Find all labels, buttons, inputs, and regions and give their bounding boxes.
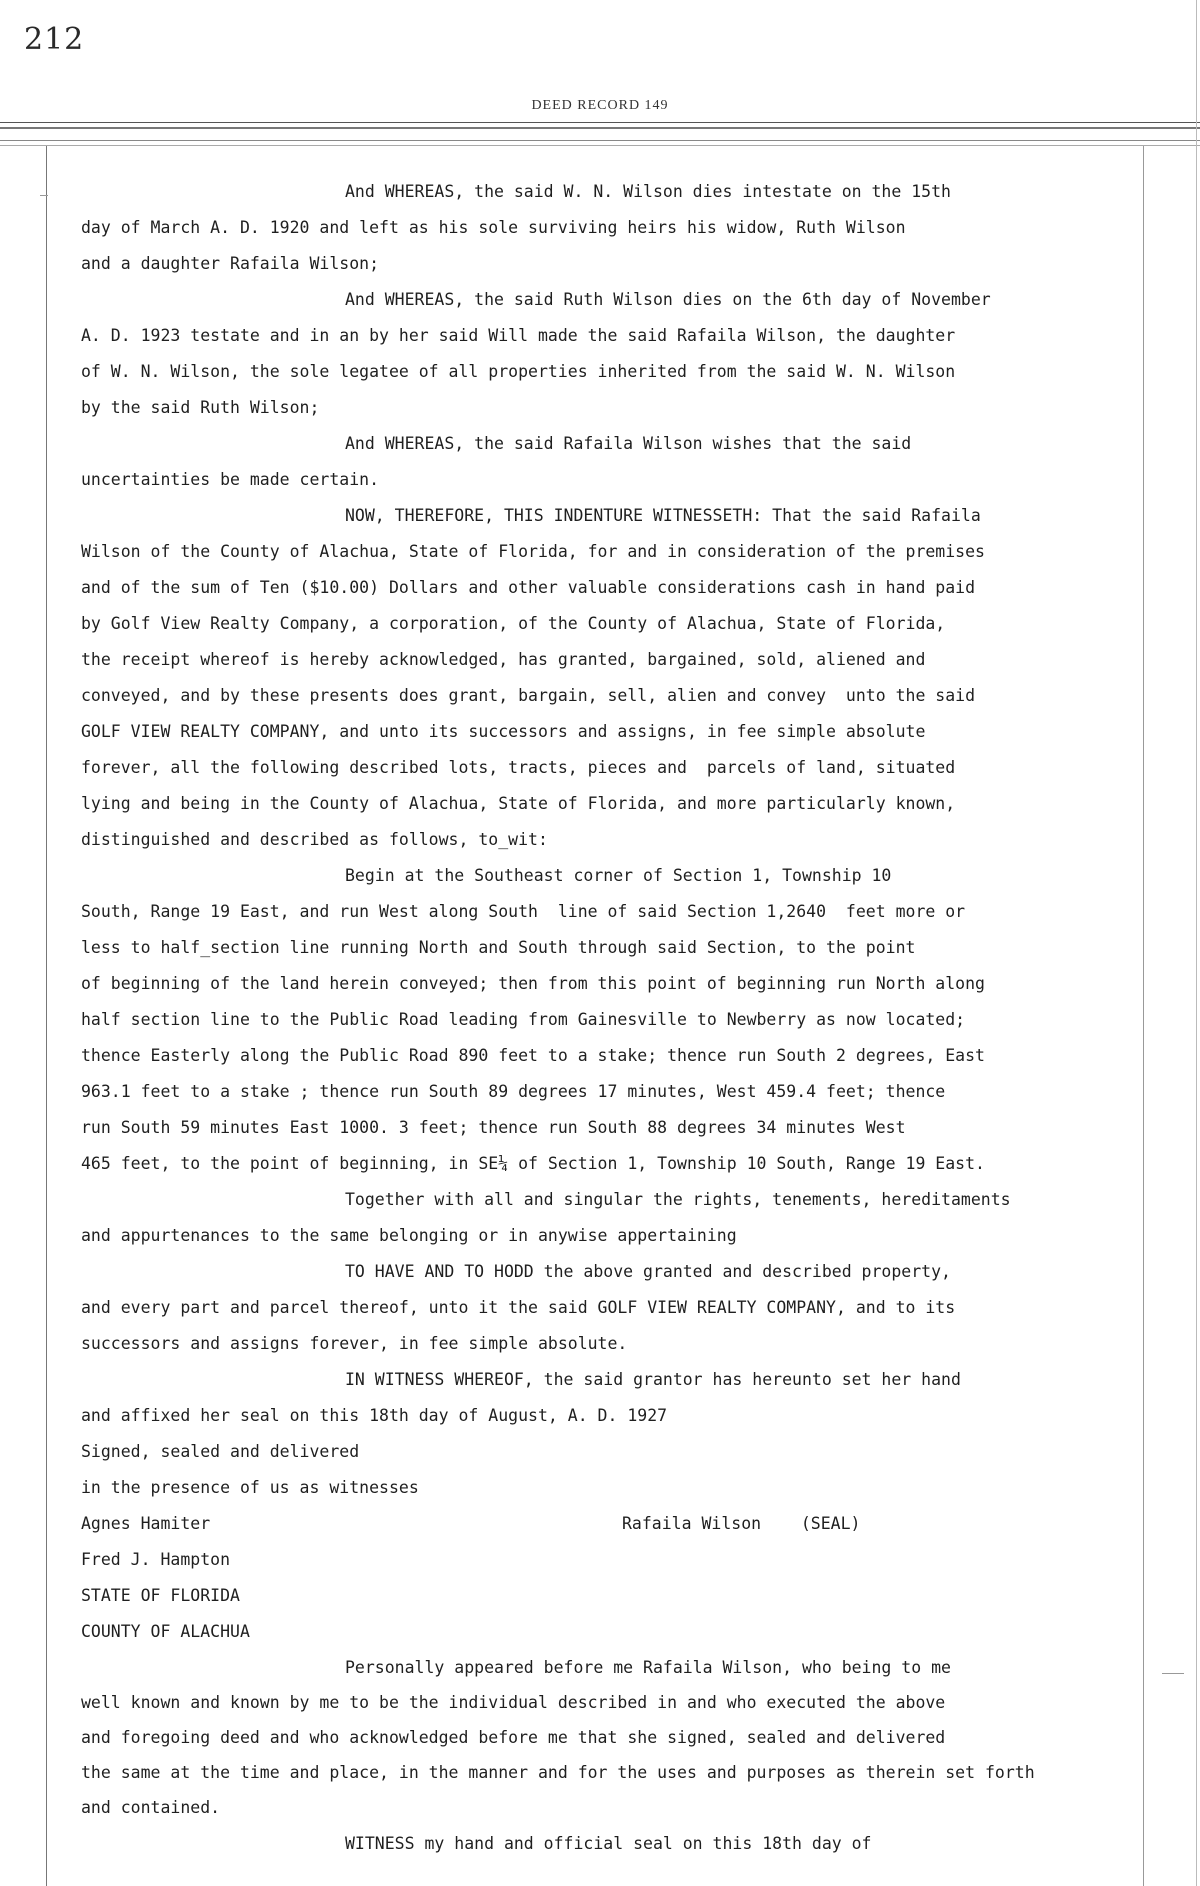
deed-line: the receipt whereof is hereby acknowledged, has granted, bargained, sold, aliened and: [81, 650, 926, 669]
margin-tick: [40, 195, 48, 196]
deed-line: And WHEREAS, the said Ruth Wilson dies on the 6th day of November: [345, 290, 991, 309]
header-rule: [0, 140, 1200, 141]
deed-line: lying and being in the County of Alachua, State of Florida, and more particularly known,: [81, 794, 956, 813]
deed-line: of beginning of the land herein conveyed; then from this point of beginning run North along: [81, 974, 985, 993]
deed-line: IN WITNESS WHEREOF, the said grantor has hereunto set her hand: [345, 1370, 961, 1389]
deed-line: Signed, sealed and delivered: [81, 1442, 360, 1461]
right-margin-line: [1143, 146, 1144, 1886]
deed-line: GOLF VIEW REALTY COMPANY, and unto its successors and assigns, in fee simple absolute: [81, 722, 926, 741]
header-rule: [0, 122, 1200, 123]
deed-line: and of the sum of Ten ($10.00) Dollars and other valuable considerations cash in hand paid: [81, 578, 976, 597]
header-rule: [0, 127, 1200, 129]
deed-line: TO HAVE AND TO HODD the above granted and described property,: [345, 1262, 951, 1281]
venue-state: STATE OF FLORIDA: [81, 1586, 240, 1605]
left-margin-line: [46, 146, 47, 1886]
deed-line: and a daughter Rafaila Wilson;: [81, 254, 380, 273]
deed-line: by Golf View Realty Company, a corporation, of the County of Alachua, State of Florida,: [81, 614, 946, 633]
acknowledgment-line: well known and known by me to be the individual described in and who executed the above: [81, 1693, 946, 1712]
deed-line: South, Range 19 East, and run West along South line of said Section 1,2640 feet more or: [81, 902, 966, 921]
deed-line: Together with all and singular the rights, tenements, hereditaments: [345, 1190, 1011, 1209]
deed-line: by the said Ruth Wilson;: [81, 398, 320, 417]
record-title: DEED RECORD 149: [531, 98, 669, 113]
deed-line: and every part and parcel thereof, unto it the said GOLF VIEW REALTY COMPANY, and to its: [81, 1298, 956, 1317]
deed-line: less to half_section line running North and South through said Section, to the point: [81, 938, 916, 957]
deed-line: conveyed, and by these presents does grant, bargain, sell, alien and convey unto the said: [81, 686, 976, 705]
acknowledgment-line: Personally appeared before me Rafaila Wilson, who being to me: [345, 1658, 951, 1677]
page-number: 212: [24, 22, 85, 57]
page-edge-line: [1196, 0, 1197, 1886]
seal-label: (SEAL): [800, 1514, 861, 1533]
deed-line: successors and assigns forever, in fee simple absolute.: [81, 1334, 628, 1353]
acknowledgment-line: the same at the time and place, in the manner and for the uses and purposes as therein set forth: [81, 1763, 1035, 1782]
deed-line: distinguished and described as follows, to_wit:: [81, 830, 548, 849]
deed-line: uncertainties be made certain.: [81, 470, 380, 489]
deed-line: Begin at the Southeast corner of Section 1, Township 10: [345, 866, 892, 885]
acknowledgment-line: and contained.: [81, 1798, 221, 1817]
deed-line: and affixed her seal on this 18th day of August, A. D. 1927: [81, 1406, 668, 1425]
deed-line: Wilson of the County of Alachua, State of Florida, for and in consideration of the premises: [81, 542, 985, 561]
deed-line: NOW, THEREFORE, THIS INDENTURE WITNESSETH: That the said Rafaila: [345, 506, 981, 525]
header-rule: [0, 145, 1200, 146]
witness-name: Agnes Hamiter: [81, 1514, 211, 1533]
deed-line: And WHEREAS, the said Rafaila Wilson wishes that the said: [345, 434, 912, 453]
margin-tick: [1162, 1673, 1184, 1674]
deed-line: run South 59 minutes East 1000. 3 feet; thence run South 88 degrees 34 minutes West: [81, 1118, 906, 1137]
deed-line: of W. N. Wilson, the sole legatee of all properties inherited from the said W. N. Wilson: [81, 362, 956, 381]
deed-line: 465 feet, to the point of beginning, in SE¼ of Section 1, Township 10 South, Range 19 East.: [81, 1154, 985, 1173]
deed-line: forever, all the following described lots, tracts, pieces and parcels of land, situated: [81, 758, 956, 777]
deed-line: thence Easterly along the Public Road 890 feet to a stake; thence run South 2 degrees, East: [81, 1046, 985, 1065]
deed-line: half section line to the Public Road leading from Gainesville to Newberry as now located;: [81, 1010, 966, 1029]
deed-line: day of March A. D. 1920 and left as his sole surviving heirs his widow, Ruth Wilson: [81, 218, 906, 237]
deed-line: in the presence of us as witnesses: [81, 1478, 419, 1497]
witness-name: Fred J. Hampton: [81, 1550, 231, 1569]
deed-line: 963.1 feet to a stake ; thence run South 89 degrees 17 minutes, West 459.4 feet; thence: [81, 1082, 946, 1101]
grantor-name: Rafaila Wilson: [622, 1514, 762, 1533]
grantor-signature: [622, 1514, 860, 1534]
venue-county: COUNTY OF ALACHUA: [81, 1622, 250, 1641]
deed-line: A. D. 1923 testate and in an by her said Will made the said Rafaila Wilson, the daughter: [81, 326, 956, 345]
deed-line: and appurtenances to the same belonging or in anywise appertaining: [81, 1226, 737, 1245]
acknowledgment-line: WITNESS my hand and official seal on this 18th day of: [345, 1834, 872, 1853]
deed-line: And WHEREAS, the said W. N. Wilson dies intestate on the 15th: [345, 182, 951, 201]
acknowledgment-line: and foregoing deed and who acknowledged before me that she signed, sealed and delivered: [81, 1728, 946, 1747]
